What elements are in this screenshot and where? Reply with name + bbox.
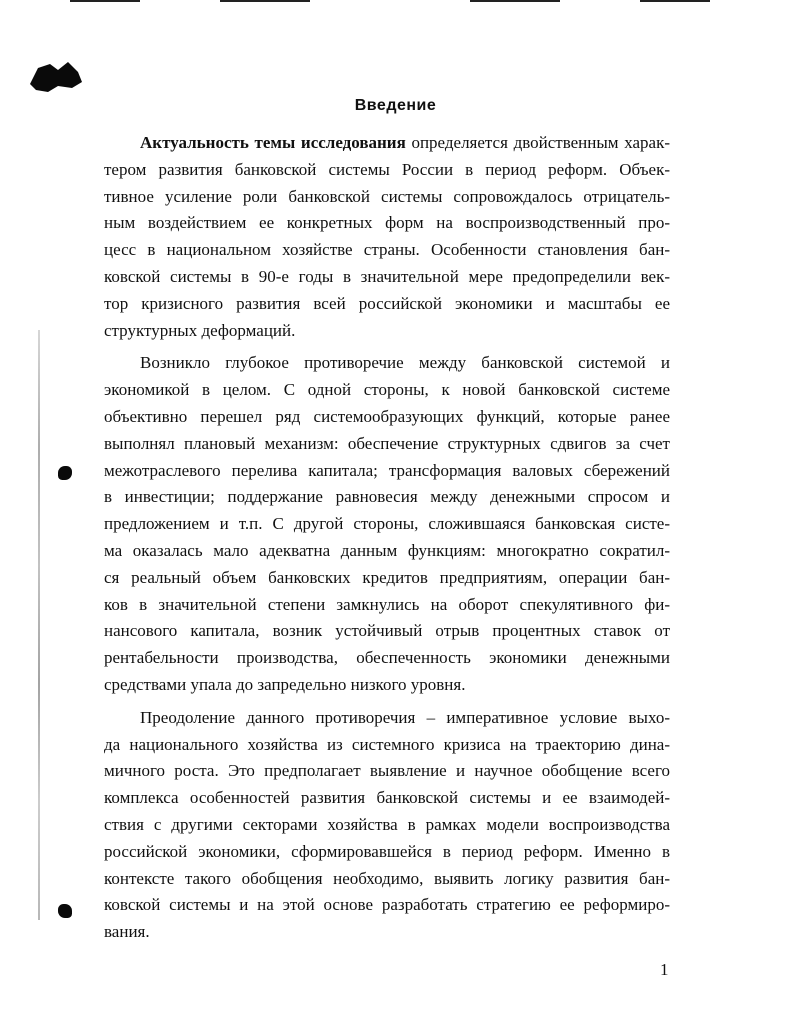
- paragraph-2-line-13: средствами упала до запредельно низкого уровня.: [104, 674, 466, 694]
- paragraph-3-line-1: Преодоление данного противоречия – императивное условие выхо-: [140, 707, 670, 727]
- paragraph-1-line-4: ным воздействием ее конкретных форм на воспроизводственный про-: [104, 213, 670, 233]
- scan-edge-top-left: [70, 0, 140, 2]
- paragraph-1-line-8: структурных деформаций.: [104, 320, 296, 340]
- paragraph-1-line-1: Актуальность темы исследования определяется двойственным харак-: [140, 133, 670, 152]
- paragraph-1-line-3: тивное усиление роли банковской системы сопровождалось отрицатель-: [104, 186, 670, 206]
- paragraph-2-line-3: объективно перешел ряд системообразующих функций, которые ранее: [104, 406, 670, 426]
- paragraph-1-line-5: цесс в национальном хозяйстве страны. Особенности становления бан-: [104, 240, 670, 260]
- paragraph-3-line-8: ковской системы и на этой основе разработать стратегию ее реформиро-: [104, 895, 670, 915]
- punch-hole-mark-middle: [58, 466, 72, 480]
- paragraph-2-line-8: ма оказалась мало адекватна данным функциям: многократно сократил-: [104, 540, 670, 560]
- paragraph-3-line-4: комплекса особенностей развития банковской системы и ее взаимодей-: [104, 788, 670, 808]
- paragraph-2-line-1: Возникло глубокое противоречие между банковской системой и: [140, 353, 670, 373]
- page-title: Введение: [354, 97, 437, 114]
- paragraph-1-line-2: тером развития банковской системы России в период реформ. Объек-: [104, 159, 670, 179]
- paragraph-2-line-5: межотраслевого перелива капитала; трансформация валовых сбережений: [104, 460, 670, 480]
- paragraph-3-line-6: российской экономики, сформировавшейся в период реформ. Именно в: [104, 841, 670, 861]
- punch-hole-mark-bottom: [58, 904, 72, 918]
- paragraph-2-line-11: нансового капитала, возник устойчивый отрыв процентных ставок от: [104, 621, 670, 641]
- scan-edge-top-right: [470, 0, 560, 2]
- scan-edge-top-far-right: [640, 0, 710, 2]
- paragraph-3-line-2: да национального хозяйства из системного кризиса на траекторию дина-: [104, 734, 670, 754]
- paragraph-3-line-9: вания.: [104, 922, 150, 942]
- page-number: 1: [660, 960, 669, 979]
- paragraph-1-line-7: тор кризисного развития всей российской экономики и масштабы ее: [104, 293, 670, 313]
- scan-edge-top-middle: [220, 0, 310, 2]
- lead-bold-phrase: Актуальность темы исследования: [140, 133, 406, 152]
- paragraph-2-line-7: предложением и т.п. С другой стороны, сложившаяся банковская систе-: [104, 514, 670, 534]
- paragraph-2-line-10: ков в значительной степени замкнулись на оборот спекулятивного фи-: [104, 594, 670, 614]
- document-body: [104, 130, 670, 946]
- punch-hole-mark-top: [28, 58, 84, 94]
- paragraph-1-line-6: ковской системы в 90-е годы в значительной мере предопределили век-: [104, 266, 670, 286]
- paragraph-2-line-4: выполнял плановый механизм: обеспечение структурных сдвигов за счет: [104, 433, 670, 453]
- paragraph-2-line-2: экономикой в целом. С одной стороны, к новой банковской системе: [104, 380, 670, 400]
- paragraph-3-line-3: мичного роста. Это предполагает выявление и научное обобщение всего: [104, 761, 670, 781]
- paragraph-2-line-6: в инвестиции; поддержание равновесия между денежными спросом и: [104, 487, 670, 507]
- scan-margin-line: [38, 330, 40, 920]
- paragraph-2-line-9: ся реальный объем банковских кредитов предприятиям, операции бан-: [104, 567, 670, 587]
- paragraph-3-line-5: ствия с другими секторами хозяйства в рамках модели воспроизводства: [104, 814, 670, 834]
- paragraph-2-line-12: рентабельности производства, обеспеченность экономики денежными: [104, 648, 670, 668]
- paragraph-3-line-7: контексте такого обобщения необходимо, выявить логику развития бан-: [104, 868, 670, 888]
